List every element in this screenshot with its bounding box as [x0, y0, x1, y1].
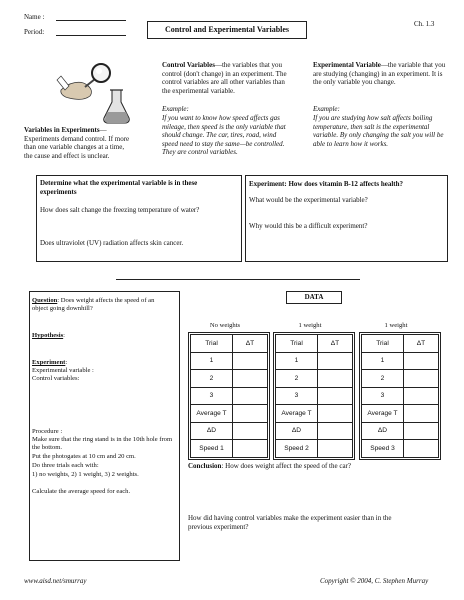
name-field[interactable] [56, 20, 126, 21]
hand-with-magnifier-icon [57, 64, 110, 99]
trial-row-label: 3 [362, 387, 404, 405]
trial-row-label: 2 [276, 370, 318, 388]
data-cell[interactable] [233, 405, 268, 423]
procedure-step-5: Calculate the average speed for each. [32, 488, 131, 495]
hypothesis-block: Hypothesis: [32, 332, 65, 339]
flask-icon [104, 90, 130, 123]
data-cell[interactable] [318, 387, 353, 405]
determine-variable-box [36, 175, 242, 262]
average-label: Average T [276, 405, 318, 423]
average-label: Average T [362, 405, 404, 423]
experimental-definition [313, 61, 448, 87]
question-block: Question: Does weight affects the speed of an object going downhill? [32, 297, 155, 313]
delta-t-header: ΔT [233, 335, 268, 353]
hypothesis-label: Hypothesis [32, 332, 64, 339]
speed-label: Speed 3 [362, 440, 404, 458]
trial-row-label: 3 [276, 387, 318, 405]
experimental-term: Experimental Variable [313, 61, 381, 69]
variables-in-experiments [24, 126, 134, 160]
conclusion-label: Conclusion [188, 462, 222, 470]
vitamin-question-2: Why would this be a difficult experiment? [249, 222, 368, 230]
trial-row-label: 1 [276, 352, 318, 370]
speed-label: Speed 2 [276, 440, 318, 458]
procedure-step-1: Make sure that the ring stand is in the 10th hole from the bottom. [32, 436, 173, 452]
variables-heading: Variables in Experiments [24, 126, 100, 134]
data-heading: DATA [304, 293, 324, 301]
trial-row-label: 1 [191, 352, 233, 370]
data-table-1 [188, 332, 270, 460]
procedure-label: Procedure : [32, 428, 63, 435]
conclusion-block: Conclusion: How does weight affect the speed of the car? [188, 462, 351, 470]
conclusion-text: How does weight affect the speed of the car? [225, 462, 351, 470]
data-heading-box [286, 291, 342, 304]
scientist-illustration [55, 60, 135, 128]
data-table-2 [273, 332, 355, 460]
determine-question-1: How does salt change the freezing temperature of water? [40, 206, 200, 214]
speed-label: Speed 1 [191, 440, 233, 458]
variables-text: —Experiments demand control. If more than one variable changes at a time, the cause and effect is unclear. [24, 126, 130, 160]
data-cell[interactable] [318, 440, 353, 458]
delta-d-label: ΔD [362, 422, 404, 440]
trial-row-label: 2 [191, 370, 233, 388]
data-cell[interactable] [404, 352, 439, 370]
period-label: Period: [24, 28, 45, 36]
conclusion-followup: How did having control variables make the experiment easier than in the previous experiment? [188, 514, 392, 531]
procedure-step-3: Do three trials each with: [32, 462, 99, 469]
data-cell[interactable] [233, 370, 268, 388]
control-text: —the variables that you control (don't change) in an experiment. The control variables are all other variables than the experimental variable. [162, 61, 287, 95]
data-cell[interactable] [404, 405, 439, 423]
data-table-3 [359, 332, 441, 460]
footer-copyright: Copyright © 2004, C. Stephen Murray [320, 577, 429, 585]
page-title: Control and Experimental Variables [164, 25, 290, 34]
question-text: Does weight affects the speed of an object going downhill? [32, 297, 155, 313]
average-label: Average T [191, 405, 233, 423]
data-cell[interactable] [318, 422, 353, 440]
procedure-box [29, 291, 180, 561]
data-cell[interactable] [233, 352, 268, 370]
data-cell[interactable] [233, 422, 268, 440]
vitamin-heading: Experiment: How does vitamin B-12 affects health? [249, 180, 403, 188]
delta-d-label: ΔD [276, 422, 318, 440]
table-2-title: 1 weight [298, 322, 322, 329]
table-3-title: 1 weight [384, 322, 408, 329]
control-term: Control Variables [162, 61, 215, 69]
control-variables-line: Control variables: [32, 375, 80, 382]
determine-question-2: Does ultraviolet (UV) radiation affects skin cancer. [40, 239, 184, 247]
data-cell[interactable] [318, 352, 353, 370]
data-cell[interactable] [233, 440, 268, 458]
experimental-variable-line: Experimental variable : [32, 367, 94, 374]
data-cell[interactable] [404, 387, 439, 405]
section-divider [116, 279, 360, 280]
procedure-step-2: Put the photogates at 10 cm and 20 cm. [32, 453, 136, 460]
name-label: Name : [24, 13, 45, 21]
title-box [147, 21, 307, 39]
data-cell[interactable] [318, 405, 353, 423]
procedure-step-4: 1) no weights, 2) 1 weight, 3) 2 weights. [32, 471, 139, 478]
period-field[interactable] [56, 35, 126, 36]
trial-row-label: 3 [191, 387, 233, 405]
vitamin-experiment-box [245, 175, 448, 262]
experiment-label: Experiment [32, 359, 66, 366]
trial-header: Trial [362, 335, 404, 353]
footer-website: www.aisd.net/smurray [24, 577, 87, 585]
data-cell[interactable] [233, 387, 268, 405]
experimental-example-label: Example: [313, 105, 340, 113]
delta-t-header: ΔT [318, 335, 353, 353]
experimental-example: If you are studying how salt affects boiling temperature, then salt is the experimental variable. By only changing the salt you will be able to learn how it works. [313, 114, 444, 148]
determine-heading: Determine what the experimental variable is in these experiments [40, 179, 198, 196]
data-cell[interactable] [404, 370, 439, 388]
delta-t-header: ΔT [404, 335, 439, 353]
control-example: If you want to know how speed affects gas mileage, then speed is the only variable that should change. The car, tires, road, wind speed need to stay the same—be controlled. They are control variables. [162, 114, 286, 157]
trial-header: Trial [276, 335, 318, 353]
experimental-text: —the variable that you are studying (changing) in an experiment. It is the only variable you change. [313, 61, 446, 87]
delta-d-label: ΔD [191, 422, 233, 440]
table-1-title: No weights [209, 322, 241, 329]
data-cell[interactable] [404, 422, 439, 440]
vitamin-question-1: What would be the experimental variable? [249, 196, 368, 204]
chapter-label: Ch. 1.3 [414, 20, 435, 28]
data-cell[interactable] [318, 370, 353, 388]
experiment-block: Experiment: [32, 359, 68, 366]
control-definition [162, 61, 292, 95]
question-label: Question [32, 297, 58, 304]
trial-row-label: 1 [362, 352, 404, 370]
trial-row-label: 2 [362, 370, 404, 388]
control-example-label: Example: [162, 105, 189, 113]
data-cell[interactable] [404, 440, 439, 458]
trial-header: Trial [191, 335, 233, 353]
